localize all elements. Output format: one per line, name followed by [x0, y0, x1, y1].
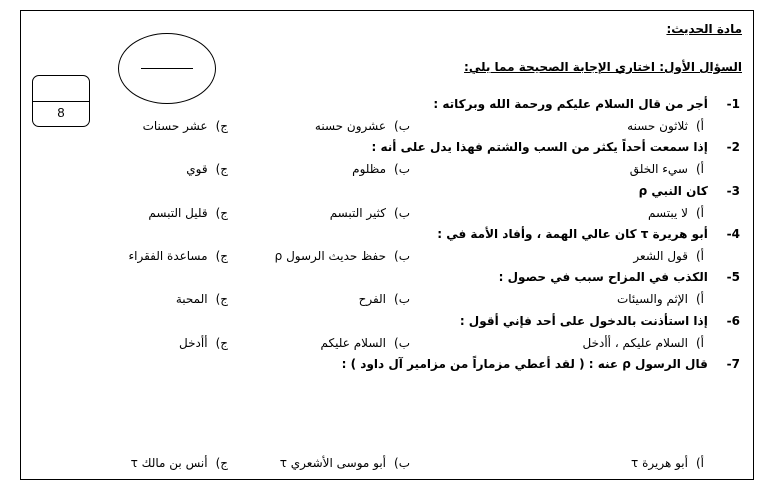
question-text: إذا استأذنت بالدخول على أحد فإني أقول : — [459, 314, 708, 328]
option-c: ج)قوي — [186, 162, 228, 176]
option-c: ج)أنس بن مالك τ — [130, 456, 228, 470]
option-b: ب)مظلوم — [352, 162, 410, 176]
option-a: أ)لا يبتسم — [648, 206, 704, 220]
option-a: أ)أبو هريرة τ — [631, 456, 704, 470]
question-6 — [460, 314, 740, 328]
question-number: 7- — [726, 357, 740, 371]
question-text: إذا سمعت أحداً يكثر من السب والشتم فهذا يدل على أنه : — [371, 140, 708, 154]
question-text: قال الرسول ρ عنه : ( لقد أعطي مزماراً من مزامير آل داود ) : — [341, 357, 708, 371]
option-a: أ)قول الشعر — [633, 249, 704, 263]
question-5 — [499, 270, 740, 284]
question-3 — [639, 184, 740, 198]
option-a: أ)السلام عليكم ، أأدخل — [582, 336, 704, 350]
question-text: أجر من قال السلام عليكم ورحمة الله وبركاته : — [433, 97, 708, 111]
question-number: 1- — [726, 97, 740, 111]
option-b: ب)الفرح — [358, 292, 410, 306]
option-b: ب)كثير التبسم — [329, 206, 410, 220]
question-text: الكذب في المزاح سبب في حصول : — [498, 270, 708, 284]
question-number: 5- — [726, 270, 740, 284]
option-b: ب)أبو موسى الأشعري τ — [279, 456, 410, 470]
score-box — [32, 75, 90, 127]
option-a: أ)سيء الخلق — [629, 162, 704, 176]
option-c: ج)عشر حسنات — [142, 119, 228, 133]
subject-title: مادة الحديث: — [666, 22, 742, 36]
option-c: ج)مساعدة الفقراء — [128, 249, 228, 263]
question-4 — [437, 227, 740, 241]
section-heading: السؤال الأول: اختاري الإجابة الصحيحة مما يلي: — [464, 60, 742, 74]
option-b: ب)عشرون حسنه — [314, 119, 410, 133]
grade-oval — [118, 33, 216, 104]
question-2 — [372, 140, 740, 154]
question-number: 2- — [726, 140, 740, 154]
option-c: ج)أأدخل — [179, 336, 228, 350]
score-value: 8 — [57, 105, 65, 120]
question-7 — [342, 357, 740, 371]
question-text: كان النبي ρ — [638, 184, 708, 198]
option-a: أ)الإثم والسيئات — [616, 292, 704, 306]
option-b: ب)حفظ حديث الرسول ρ — [274, 249, 410, 263]
option-b: ب)السلام عليكم — [320, 336, 410, 350]
question-1 — [433, 97, 740, 111]
question-text: أبو هريرة τ كان عالي الهمة ، وأفاد الأمة في : — [437, 227, 708, 241]
option-c: ج)المحبة — [175, 292, 228, 306]
option-a: أ)ثلاثون حسنه — [627, 119, 704, 133]
grade-oval-line — [141, 68, 193, 69]
option-c: ج)قليل التبسم — [148, 206, 228, 220]
question-number: 6- — [726, 314, 740, 328]
score-box-divider — [33, 101, 89, 102]
question-number: 4- — [726, 227, 740, 241]
question-number: 3- — [726, 184, 740, 198]
